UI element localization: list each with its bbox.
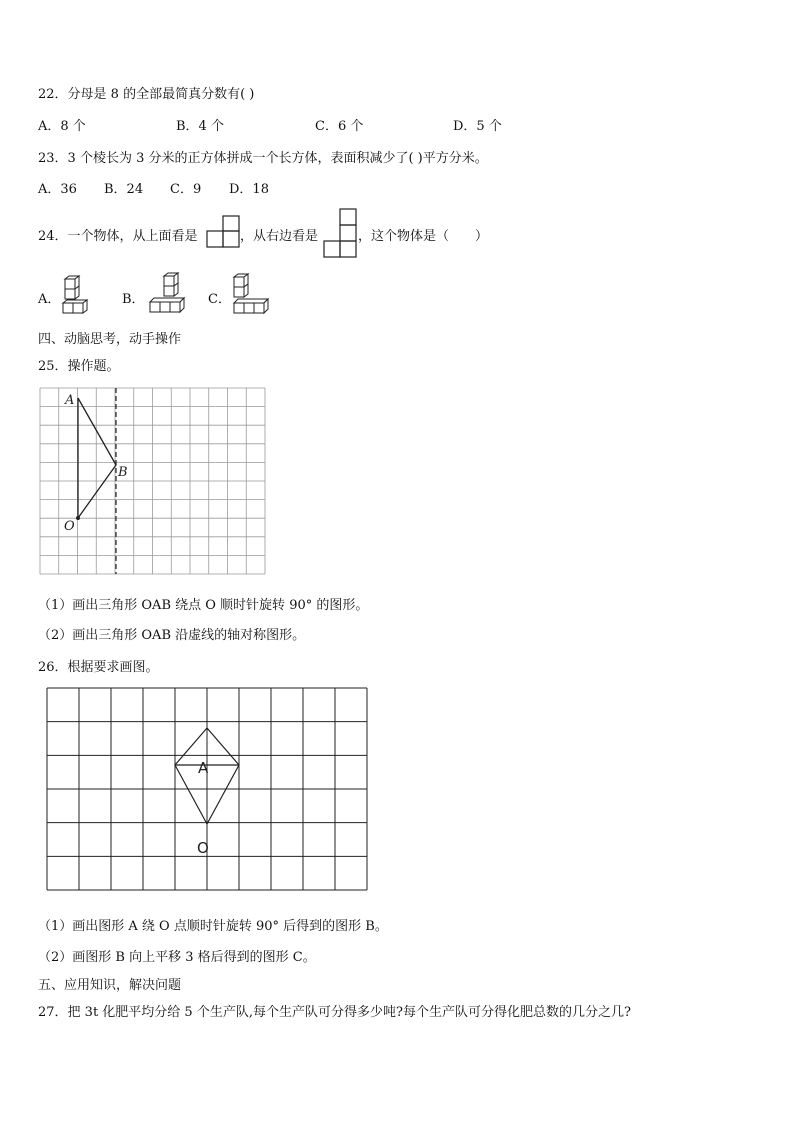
q23-option-d: D．18 [229,182,269,197]
point-b-label: B [118,465,128,480]
q23-option-c: C．9 [170,182,202,197]
point-o-label: O [197,839,209,857]
point-a-label: A [198,759,209,777]
q24-stem-part2: ，从右边看是 [240,229,319,244]
point-o-label: O [64,519,75,534]
q22-option-c: C．6 个 [315,119,364,134]
q23-option-b: B．24 [104,182,144,197]
q23-stem: 23．3 个棱长为 3 分米的正方体拼成一个长方体，表面积减少了( )平方分米。 [38,151,488,166]
q22-option-d: D．5 个 [453,119,502,134]
option-c-cubes-icon [230,273,270,317]
q24-option-c: C． [208,292,231,307]
q26-sub1: （1）画出图形 A 绕 O 点顺时针旋转 90° 后得到的图形 B。 [38,919,388,934]
option-b-cubes-icon [146,272,186,316]
q22-option-a: A．8 个 [38,119,86,134]
q22-stem: 22．分母是 8 的全部最简真分数有( ) [38,87,255,102]
q25-title: 25．操作题。 [38,359,120,374]
q25-sub2: （2）画出三角形 OAB 沿虚线的轴对称图形。 [38,628,306,643]
option-a-cubes-icon [60,275,96,317]
q25-sub1: （1）画出三角形 OAB 绕点 O 顺时针旋转 90° 的图形。 [38,598,369,613]
q23-option-a: A．36 [38,182,77,197]
q24-stem-part3: ，这个物体是（ ） [358,229,489,244]
top-view-figure [206,215,240,249]
section-4-title: 四、动脑思考，动手操作 [38,332,182,347]
q25-grid-figure [40,388,266,575]
q27-stem: 27．把 3t 化肥平均分给 5 个生产队,每个生产队可分得多少吨?每个生产队可分得化肥总数的几分之几? [38,1005,631,1020]
point-a-label: A [65,393,75,408]
q26-sub2: （2）画图形 B 向上平移 3 格后得到的图形 C。 [38,950,316,965]
q24-stem-part1: 24．一个物体，从上面看是 [38,229,198,244]
q22-option-b: B．4 个 [176,119,224,134]
q24-option-b: B． [122,292,145,307]
section-5-title: 五、应用知识，解决问题 [38,978,182,993]
right-view-figure [322,208,358,258]
q26-grid-figure [47,688,369,892]
q24-option-a: A． [38,292,61,307]
q26-title: 26．根据要求画图。 [38,660,159,675]
